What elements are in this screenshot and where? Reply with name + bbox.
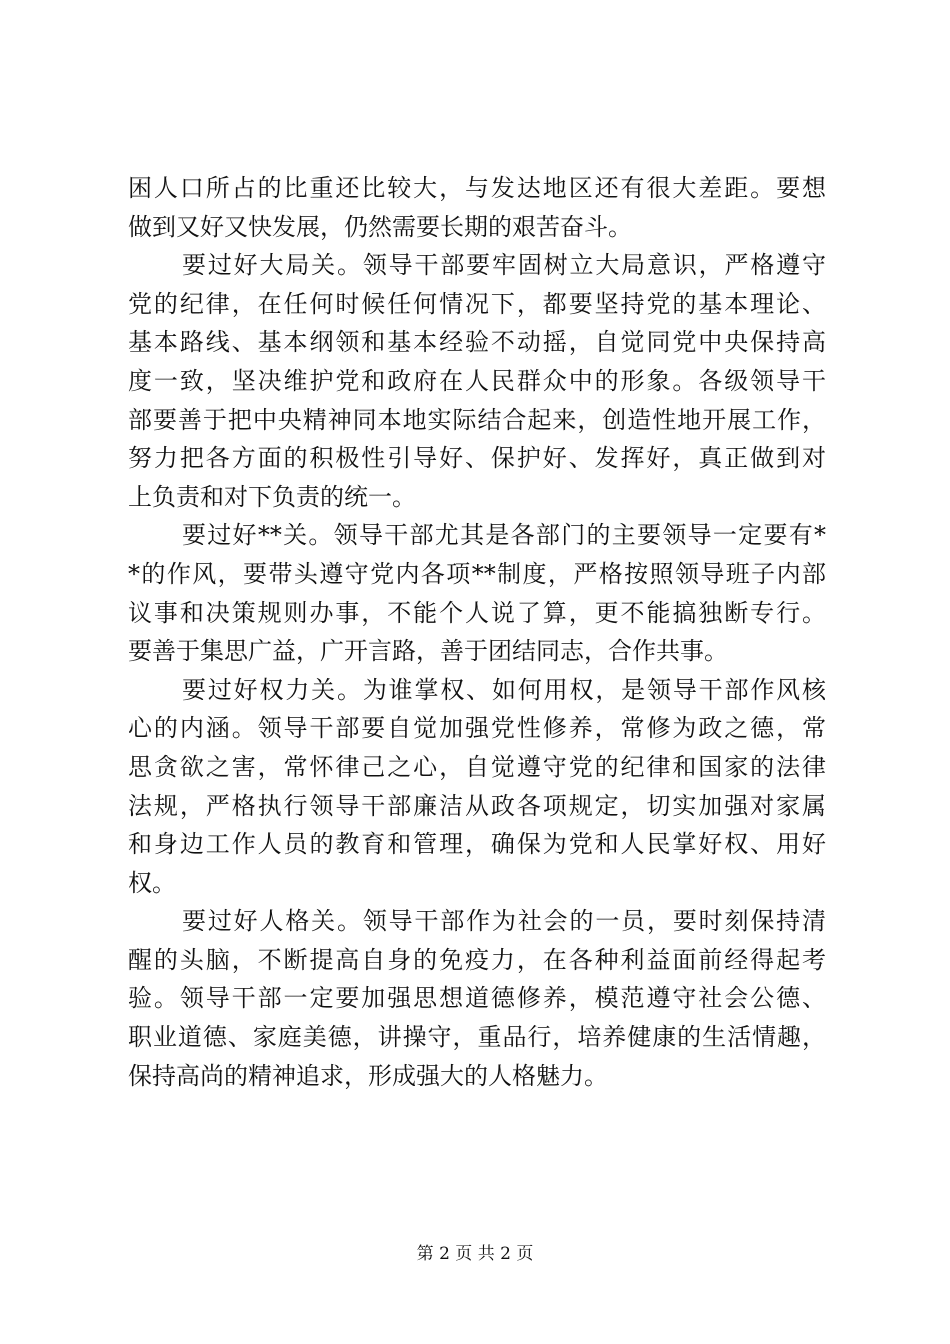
text-line: 上负责和对下负责的统一。 bbox=[128, 482, 416, 511]
text-line: 度一致，坚决维护党和政府在人民群众中的形象。各级领导干 bbox=[128, 366, 826, 395]
text-line: 保持高尚的精神追求，形成强大的人格魅力。 bbox=[128, 1061, 608, 1090]
text-line: 醒的头脑，不断提高自身的免疫力，在各种利益面前经得起考 bbox=[128, 945, 826, 974]
text-line: 心的内涵。领导干部要自觉加强党性修养，常修为政之德，常 bbox=[128, 714, 826, 743]
text-line: *的作风，要带头遵守党内各项**制度，严格按照领导班子内部 bbox=[128, 559, 826, 588]
text-line: 要过好权力关。为谁掌权、如何用权，是领导干部作风核 bbox=[182, 675, 826, 704]
text-line: 法规，严格执行领导干部廉洁从政各项规定，切实加强对家属 bbox=[128, 791, 826, 820]
text-line: 要过好人格关。领导干部作为社会的一员，要时刻保持清 bbox=[182, 907, 826, 936]
text-line: 基本路线、基本纲领和基本经验不动摇，自觉同党中央保持高 bbox=[128, 328, 826, 357]
body-text bbox=[128, 169, 826, 1095]
page-footer: 第 2 页 共 2 页 bbox=[416, 1244, 534, 1264]
text-line: 要善于集思广益，广开言路，善于团结同志，合作共事。 bbox=[128, 637, 728, 666]
text-line: 要过好大局关。领导干部要牢固树立大局意识，严格遵守 bbox=[182, 251, 826, 280]
text-line: 权。 bbox=[128, 868, 176, 897]
text-line: 验。领导干部一定要加强思想道德修养，模范遵守社会公德、 bbox=[128, 984, 826, 1013]
text-line: 党的纪律，在任何时候任何情况下，都要坚持党的基本理论、 bbox=[128, 289, 826, 318]
text-line: 部要善于把中央精神同本地实际结合起来，创造性地开展工作， bbox=[128, 405, 826, 434]
text-line: 议事和决策规则办事，不能个人说了算，更不能搞独断专行。 bbox=[128, 598, 826, 627]
text-line: 要过好**关。领导干部尤其是各部门的主要领导一定要有* bbox=[182, 521, 826, 550]
text-line: 努力把各方面的积极性引导好、保护好、发挥好，真正做到对 bbox=[128, 444, 826, 473]
text-line: 做到又好又快发展，仍然需要长期的艰苦奋斗。 bbox=[128, 212, 632, 241]
text-line: 和身边工作人员的教育和管理，确保为党和人民掌好权、用好 bbox=[128, 830, 826, 859]
text-line: 职业道德、家庭美德，讲操守，重品行，培养健康的生活情趣， bbox=[128, 1023, 826, 1052]
text-line: 思贪欲之害，常怀律己之心，自觉遵守党的纪律和国家的法律 bbox=[128, 752, 826, 781]
text-line: 困人口所占的比重还比较大，与发达地区还有很大差距。要想 bbox=[128, 174, 826, 202]
